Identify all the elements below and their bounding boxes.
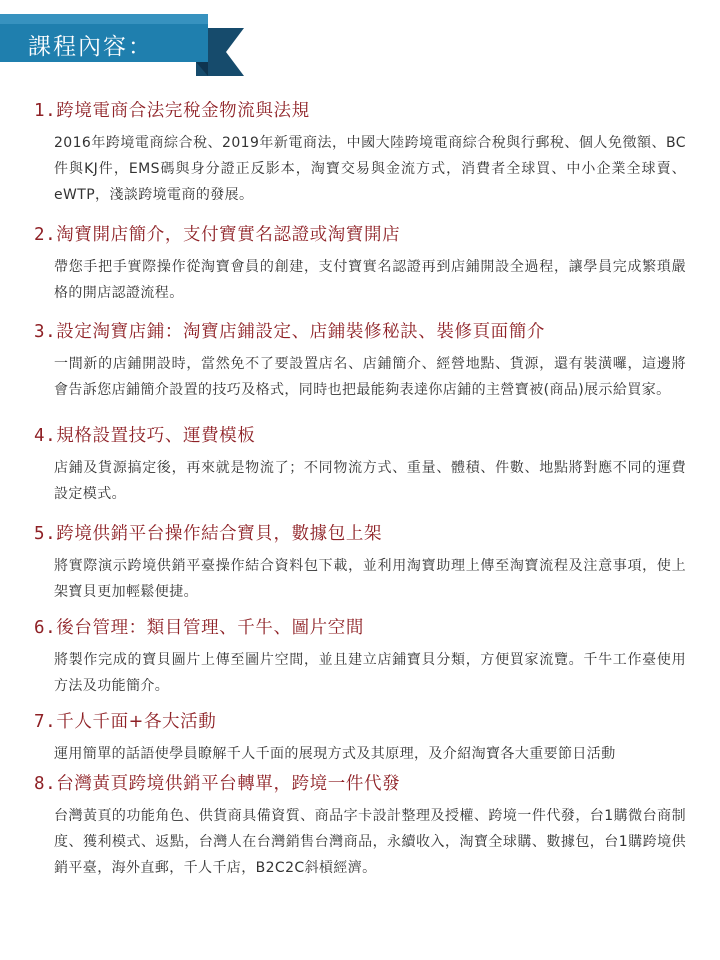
section-title-text: 跨境供銷平台操作結合寶貝，數據包上架 <box>56 524 383 544</box>
section-number: 8. <box>34 774 57 794</box>
course-section-8 <box>34 771 688 881</box>
course-section-5 <box>34 521 688 605</box>
section-title-text: 淘寶開店簡介，支付寶實名認證或淘寶開店 <box>56 225 401 245</box>
section-title-text: 規格設置技巧、運費模板 <box>56 426 256 446</box>
section-number: 7. <box>34 712 57 732</box>
section-number: 3. <box>34 322 57 342</box>
section-number: 1. <box>34 101 57 121</box>
banner-title: 課程內容： <box>28 34 153 60</box>
course-sections <box>34 98 688 881</box>
section-title-text: 設定淘寶店鋪：淘寶店鋪設定、店鋪裝修秘訣、裝修頁面簡介 <box>56 322 545 342</box>
section-number: 6. <box>34 618 57 638</box>
section-title-text: 跨境電商合法完稅金物流與法規 <box>56 101 310 121</box>
section-description: 將製作完成的寶貝圖片上傳至圖片空間，並且建立店鋪寶貝分類，方便買家流覽。千牛工作臺使用方法及功能簡介。 <box>54 652 686 694</box>
section-title <box>34 98 688 124</box>
course-content-banner <box>0 14 244 76</box>
section-title <box>34 771 688 797</box>
section-title-text: 後台管理：類目管理、千牛、圖片空間 <box>56 618 364 638</box>
section-title <box>34 423 688 449</box>
course-section-3 <box>34 319 688 403</box>
section-title <box>34 521 688 547</box>
section-description: 2016年跨境電商綜合稅、2019年新電商法，中國大陸跨境電商綜合稅與行郵稅、個人免徵額、BC件與KJ件，EMS碼與身分證正反影本，淘寶交易與金流方式，消費者全球買、中小企業全球賣、eWTP，淺談跨境電商的發展。 <box>54 135 686 203</box>
section-number: 2. <box>34 225 57 245</box>
course-section-1 <box>34 98 688 208</box>
section-description: 店鋪及貨源搞定後，再來就是物流了；不同物流方式、重量、體積、件數、地點將對應不同的運費設定模式。 <box>54 460 686 502</box>
section-description: 一間新的店鋪開設時，當然免不了要設置店名、店鋪簡介、經營地點、貨源，還有裝潢囉，這邊將會告訴您店鋪簡介設置的技巧及格式，同時也把最能夠表達你店鋪的主營寶被(商品)展示給買家。 <box>54 356 686 398</box>
course-section-2 <box>34 222 688 306</box>
course-section-7 <box>34 709 688 767</box>
section-title-text: 台灣黃頁跨境供銷平台轉單，跨境一件代發 <box>56 774 401 794</box>
section-title-text: 千人千面+各大活動 <box>56 712 217 732</box>
section-title <box>34 615 688 641</box>
section-description: 運用簡單的話語使學員瞭解千人千面的展現方式及其原理，及介紹淘寶各大重要節日活動 <box>54 746 616 762</box>
section-title <box>34 319 688 345</box>
section-title <box>34 709 688 735</box>
section-number: 4. <box>34 426 57 446</box>
course-section-4 <box>34 423 688 507</box>
section-description: 台灣黃頁的功能角色、供貨商具備資質、商品字卡設計整理及授權、跨境一件代發，台1購微台商制度、獲利模式、返點，台灣人在台灣銷售台灣商品，永續收入，淘寶全球購、數據包，台1購跨境供銷平臺，海外直郵，千人千店，B2C2C斜槓經濟。 <box>54 808 686 876</box>
section-title <box>34 222 688 248</box>
course-section-6 <box>34 615 688 699</box>
section-number: 5. <box>34 524 57 544</box>
section-description: 將實際演示跨境供銷平臺操作結合資料包下載，並利用淘寶助理上傳至淘寶流程及注意事項，使上架寶貝更加輕鬆便捷。 <box>54 558 686 600</box>
section-description: 帶您手把手實際操作從淘寶會員的創建，支付寶實名認證再到店鋪開設全過程，讓學員完成繁瑣嚴格的開店認證流程。 <box>54 259 686 301</box>
